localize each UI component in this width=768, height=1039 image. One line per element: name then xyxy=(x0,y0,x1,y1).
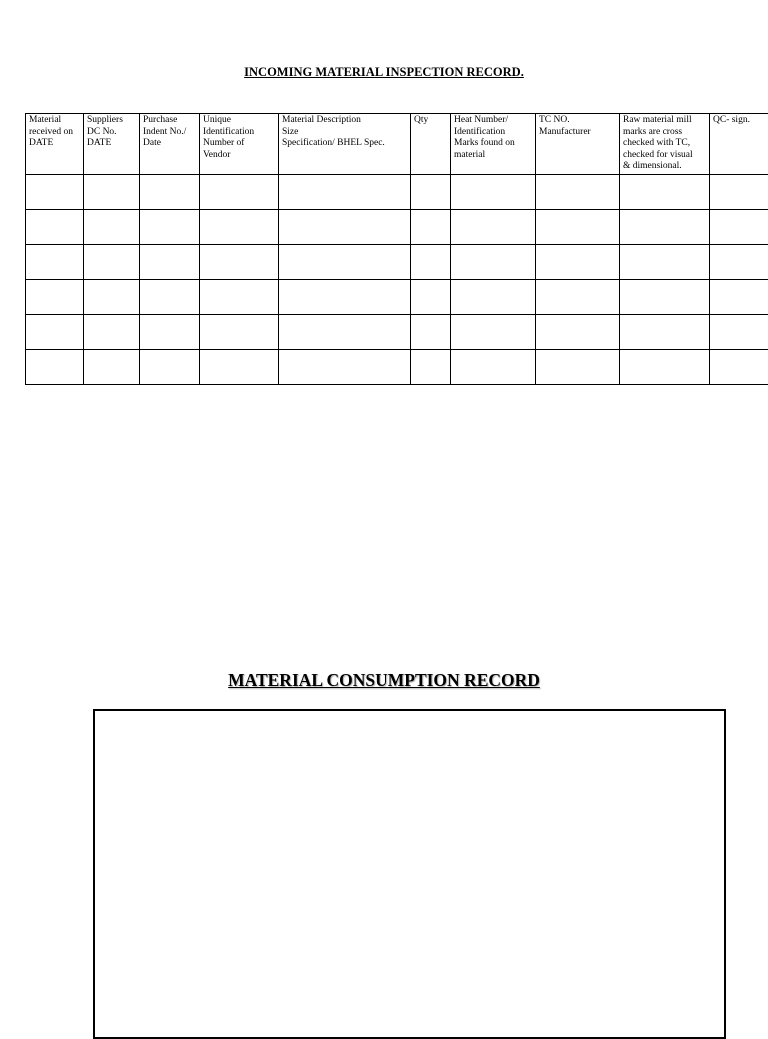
table-cell[interactable] xyxy=(536,349,620,384)
table-cell[interactable] xyxy=(710,314,768,349)
table-cell[interactable] xyxy=(140,209,200,244)
table-cell[interactable] xyxy=(411,209,451,244)
table-cell[interactable] xyxy=(26,349,84,384)
table-cell[interactable] xyxy=(200,174,279,209)
table-cell[interactable] xyxy=(140,314,200,349)
table-cell[interactable] xyxy=(451,174,536,209)
column-header-unique-id: Unique Identification Number of Vendor xyxy=(200,114,279,175)
column-header-qty: Qty xyxy=(411,114,451,175)
column-header-material-received: Material received on DATE xyxy=(26,114,84,175)
table-row xyxy=(26,279,768,314)
table-cell[interactable] xyxy=(451,244,536,279)
table-body xyxy=(26,174,768,384)
table-cell[interactable] xyxy=(536,314,620,349)
table-cell[interactable] xyxy=(26,244,84,279)
table-cell[interactable] xyxy=(536,279,620,314)
table-cell[interactable] xyxy=(536,244,620,279)
table-cell[interactable] xyxy=(620,174,710,209)
table-cell[interactable] xyxy=(620,279,710,314)
table-cell[interactable] xyxy=(710,279,768,314)
table-cell[interactable] xyxy=(451,209,536,244)
column-header-suppliers-dc: Suppliers DC No. DATE xyxy=(84,114,140,175)
table-cell[interactable] xyxy=(279,209,411,244)
column-header-qc-sign: QC- sign. xyxy=(710,114,768,175)
table-row xyxy=(26,349,768,384)
column-header-raw-material-marks: Raw material mill marks are cross checked with TC, checked for visual & dimensional. xyxy=(620,114,710,175)
table-cell[interactable] xyxy=(279,349,411,384)
table-cell[interactable] xyxy=(200,244,279,279)
table-cell[interactable] xyxy=(200,314,279,349)
table-cell[interactable] xyxy=(536,209,620,244)
table-cell[interactable] xyxy=(140,244,200,279)
table-cell[interactable] xyxy=(411,349,451,384)
table-cell[interactable] xyxy=(140,174,200,209)
table-cell[interactable] xyxy=(140,349,200,384)
table-row xyxy=(26,209,768,244)
table-cell[interactable] xyxy=(620,349,710,384)
table-cell[interactable] xyxy=(26,174,84,209)
consumption-record-box xyxy=(93,709,726,1039)
column-header-material-description: Material Description Size Specification/ BHEL Spec. xyxy=(279,114,411,175)
table-cell[interactable] xyxy=(451,349,536,384)
table-cell[interactable] xyxy=(710,209,768,244)
table-cell[interactable] xyxy=(451,314,536,349)
table-row xyxy=(26,174,768,209)
table-cell[interactable] xyxy=(200,209,279,244)
table-cell[interactable] xyxy=(411,174,451,209)
table-cell[interactable] xyxy=(620,314,710,349)
table-header-row xyxy=(26,114,768,175)
table-cell[interactable] xyxy=(140,279,200,314)
table-cell[interactable] xyxy=(710,349,768,384)
table-cell[interactable] xyxy=(84,209,140,244)
table-cell[interactable] xyxy=(200,349,279,384)
table-cell[interactable] xyxy=(710,244,768,279)
table-row xyxy=(26,244,768,279)
table-cell[interactable] xyxy=(26,209,84,244)
table-cell[interactable] xyxy=(84,279,140,314)
table-cell[interactable] xyxy=(710,174,768,209)
column-header-tc-no: TC NO. Manufacturer xyxy=(536,114,620,175)
table-cell[interactable] xyxy=(536,174,620,209)
inspection-record-table xyxy=(25,113,768,385)
table-cell[interactable] xyxy=(279,314,411,349)
column-header-purchase-indent: Purchase Indent No./ Date xyxy=(140,114,200,175)
table-cell[interactable] xyxy=(411,314,451,349)
table-cell[interactable] xyxy=(411,244,451,279)
table-cell[interactable] xyxy=(279,174,411,209)
table-cell[interactable] xyxy=(411,279,451,314)
consumption-record-title: MATERIAL CONSUMPTION RECORD xyxy=(0,670,768,691)
inspection-record-title: INCOMING MATERIAL INSPECTION RECORD. xyxy=(0,65,768,80)
table-row xyxy=(26,314,768,349)
table-cell[interactable] xyxy=(200,279,279,314)
table-cell[interactable] xyxy=(26,314,84,349)
table-cell[interactable] xyxy=(26,279,84,314)
table-cell[interactable] xyxy=(84,174,140,209)
column-header-heat-number: Heat Number/ Identification Marks found on material xyxy=(451,114,536,175)
table-cell[interactable] xyxy=(451,279,536,314)
table-cell[interactable] xyxy=(84,349,140,384)
table-cell[interactable] xyxy=(620,209,710,244)
table-cell[interactable] xyxy=(620,244,710,279)
table-cell[interactable] xyxy=(84,244,140,279)
table-cell[interactable] xyxy=(279,279,411,314)
table-cell[interactable] xyxy=(84,314,140,349)
table-cell[interactable] xyxy=(279,244,411,279)
